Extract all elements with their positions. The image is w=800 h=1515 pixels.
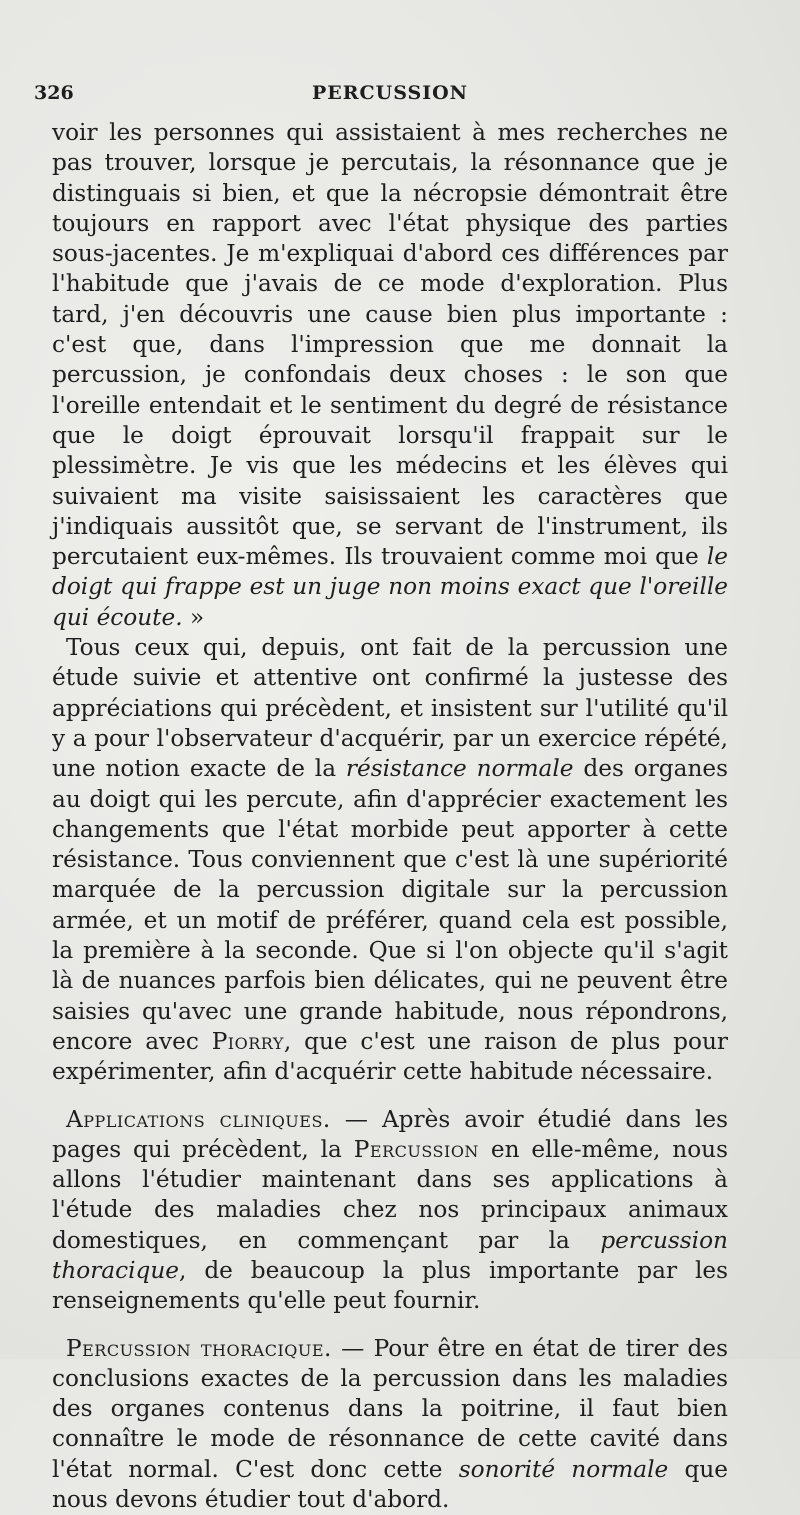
paragraph-text: que nous devons étudier tout d'abord. — [52, 1455, 729, 1514]
book-page — [34, 78, 729, 1515]
page-header — [34, 78, 728, 118]
italic-term: résistance normale — [345, 755, 574, 783]
paragraph-resistance — [52, 633, 728, 1087]
author-name: Piorry — [211, 1027, 284, 1055]
paragraph-text: en elle-même, nous allons l'étudier maintenant dans ses applications à l'étude des maladies chez nos principaux animaux domestiques, en commençant par la — [52, 1135, 728, 1254]
page-number: 326 — [34, 82, 74, 104]
paragraph-continued — [52, 118, 728, 633]
italic-term: sonorité normale — [458, 1455, 669, 1483]
quote-close: » — [182, 603, 205, 631]
paragraph-text: des organes au doigt qui les percute, afin d'apprécier exactement les changements que l'état morbide peut apporter à cette résistance. Tous conviennent que c'est là une supériorité marquée de la percussion digitale sur la percussion armée, et un motif de préférer, quand cela est possible, la première à la seconde. Que si l'on objecte qu'il s'agit là de nuances parfois bien délicates, qui ne peuvent être saisies qu'avec une grande habitude, nous répondrons, encore avec — [52, 755, 729, 1055]
paragraph-text: voir les personnes qui assistaient à mes recherches ne pas trouver, lorsque je percutais, la résonnance que je distinguais si bien, et que la nécropsie démontrait être toujours en rapport avec l'état physique des parties sous-jacentes. Je m'expliquai d'abord ces différences par l'habitude que j'avais de ce mode d'exploration. Plus tard, j'en découvris une cause bien plus importante : c'est que, dans l'impression que me donnait la percussion, je confondais deux choses : le son que l'oreille entendait et le sentiment du degré de résistance que le doigt éprouvait lorsqu'il frappait sur le plessimètre. Je vis que les médecins et les élèves qui suivaient ma visite saisissaient les caractères que j'indiquais aussitôt que, se servant de l'instrument, ils percutaient eux-mêmes. Ils trouvaient comme moi que — [52, 119, 728, 571]
paragraph-text: — Pour être en état de tirer des conclusions exactes de la percussion dans les maladies des organes contenus dans la poitrine, il faut bien connaître le mode de résonnance de cette cavité dans l'état normal. C'est donc cette — [52, 1334, 729, 1483]
section-heading: Percussion thoracique. — [66, 1334, 332, 1362]
italic-term: percussion thoracique — [52, 1226, 728, 1284]
small-caps-term: Percussion — [353, 1135, 479, 1163]
paragraph-text: Tous ceux qui, depuis, ont fait de la percussion une étude suivie et attentive ont confirmé la justesse des appréciations qui précèdent, et insistent sur l'utilité qu'il y a pour l'observateur d'acquérir, par un exercice répété, une notion exacte de la — [52, 634, 728, 783]
paragraph-text: — Après avoir étudié dans les pages qui précèdent, la — [52, 1105, 728, 1163]
body-text — [52, 118, 728, 1515]
paragraph-text: , de beaucoup la plus importante par les renseignements qu'elle peut fournir. — [52, 1256, 728, 1315]
paragraph-text: , que c'est une raison de plus pour expérimenter, afin d'acquérir cette habitude nécessaire. — [52, 1027, 728, 1086]
paragraph-thoracic — [52, 1334, 728, 1515]
running-title: PERCUSSION — [311, 82, 469, 104]
italic-quote: le doigt qui frappe est un juge non moins exact que l'oreille qui écoute. — [52, 543, 728, 631]
section-heading: Applications cliniques. — [66, 1105, 331, 1133]
paragraph-applications — [52, 1105, 728, 1317]
